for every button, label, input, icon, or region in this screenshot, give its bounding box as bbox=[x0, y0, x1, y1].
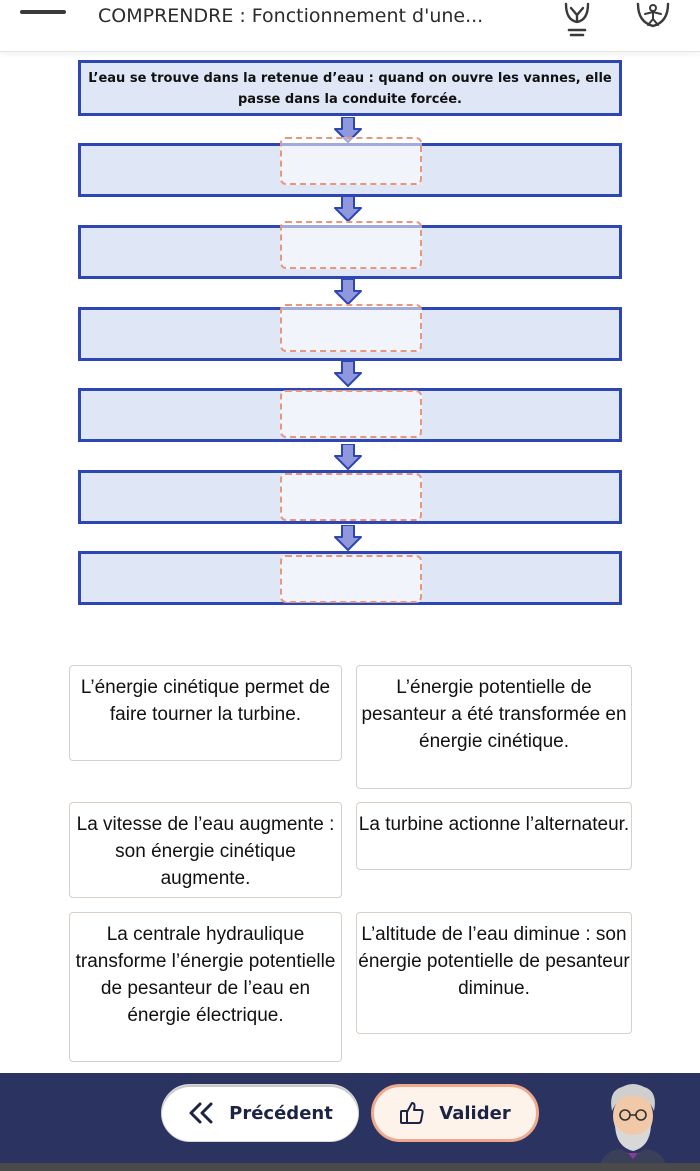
previous-button[interactable] bbox=[161, 1084, 359, 1142]
answer-card[interactable]: La vitesse de l’eau augmente : son énergie cinétique augmente. bbox=[69, 802, 342, 898]
intro-step: L’eau se trouve dans la retenue d’eau : quand on ouvre les vannes, elle passe dans la conduite forcée. bbox=[78, 60, 622, 116]
drop-zone-2[interactable] bbox=[280, 221, 422, 269]
drop-zone-3[interactable] bbox=[280, 304, 422, 352]
drop-zone-4[interactable] bbox=[280, 390, 422, 438]
drop-zone-1[interactable] bbox=[280, 137, 422, 185]
bottom-strip bbox=[0, 1163, 700, 1171]
answer-card[interactable]: L’énergie cinétique permet de faire tourner la turbine. bbox=[69, 665, 342, 761]
down-arrow-icon bbox=[334, 361, 362, 387]
down-arrow-icon bbox=[334, 525, 362, 551]
answer-card[interactable]: L’altitude de l’eau diminue : son énergie potentielle de pesanteur diminue. bbox=[356, 912, 632, 1034]
answer-card[interactable]: La turbine actionne l’alternateur. bbox=[356, 802, 632, 870]
down-arrow-icon bbox=[334, 196, 362, 222]
drop-zone-6[interactable] bbox=[280, 555, 422, 603]
hamburger-icon[interactable] bbox=[20, 10, 66, 14]
drop-zone-5[interactable] bbox=[280, 473, 422, 521]
page-title: COMPRENDRE : Fonctionnement d'une... bbox=[98, 5, 484, 27]
double-chevron-left-icon bbox=[187, 1101, 215, 1125]
previous-label: Précédent bbox=[229, 1102, 333, 1124]
down-arrow-icon bbox=[334, 279, 362, 305]
bottom-bar bbox=[0, 1073, 700, 1171]
validate-button[interactable] bbox=[371, 1084, 539, 1142]
top-bar bbox=[0, 0, 700, 52]
lightbulb-icon bbox=[555, 0, 599, 40]
down-arrow-icon bbox=[334, 444, 362, 470]
person-icon bbox=[632, 0, 674, 36]
thumbs-up-icon bbox=[399, 1100, 425, 1126]
answer-card[interactable]: La centrale hydraulique transforme l’énergie potentielle de pesanteur de l’eau en énergie électrique. bbox=[69, 912, 342, 1062]
help-button[interactable] bbox=[632, 0, 674, 36]
hint-button[interactable] bbox=[555, 0, 599, 40]
validate-label: Valider bbox=[439, 1102, 511, 1124]
answer-card[interactable]: L’énergie potentielle de pesanteur a été transformée en énergie cinétique. bbox=[356, 665, 632, 789]
scientist-avatar bbox=[592, 1081, 674, 1165]
